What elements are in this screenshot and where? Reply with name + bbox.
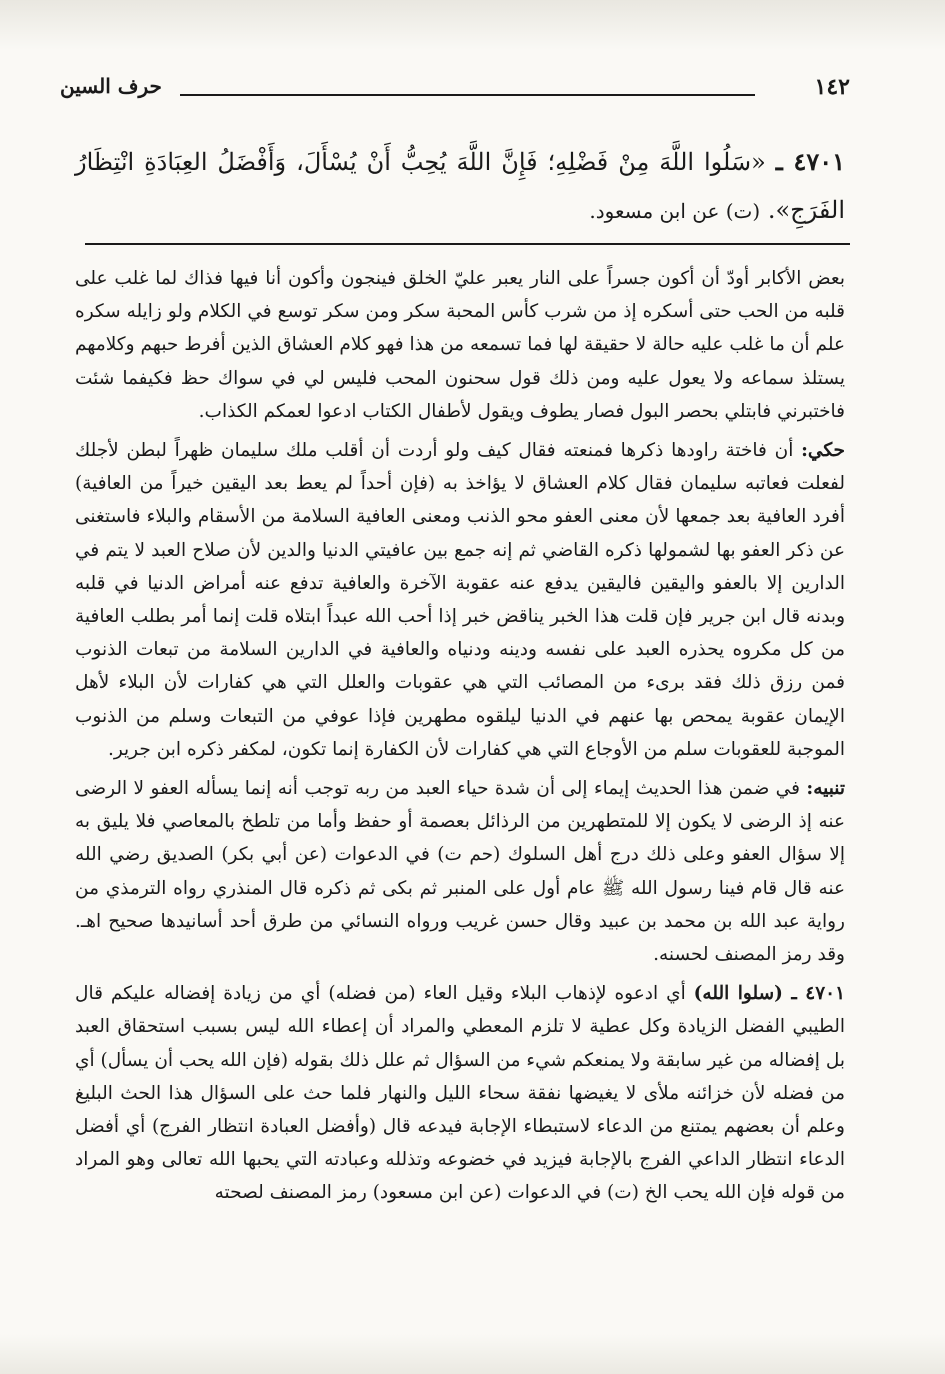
- hadith-text-block: [75, 138, 845, 235]
- paragraph-text: بعض الأكابر أودّ أن أكون جسراً على النار يعبر عليّ الخلق فينجون وأكون أنا فيها فذاك لما غلب على قلبه من الحب حتى أسكره إذ من شرب كأس المحبة سكر ومن سكر توسع في الكلام ولو زايله سكره علم أن ما غلب عليه حالة لا حقيقة لها فما تسمعه من هذا فهو كلام العشاق الذين أفرط حبهم وكلامهم يستلذ سماعه ولا يعول عليه ومن ذلك قول سحنون المحب فليس لي في سواك حظ فكيفما شئت فاختبرني فابتلي بحصر البول فصار يطوف ويقول لأطفال الكتاب ادعوا لعمكم الكذاب.: [75, 268, 845, 422]
- paragraph-text: أي ادعوه لإذهاب البلاء وقيل العاء (من فضله) أي من زيادة إفضاله عليكم قال الطيبي الفضل الزيادة وكل عطية لا تلزم المعطي والمراد أن إعطاء الله ليس بسبب استحقاق العبد بل إفضاله من غير سابقة ولا يمنعكم شيء من السؤال ثم علل ذلك بقوله (فإن الله يحب أن يسأل) أي من فضله لأن خزائنه ملأى لا يغيضها نفقة سحاء الليل والنهار فلما حث على السؤال هذا الحث البليغ وعلم أن بعضهم يمتنع من الدعاء لاستبطاء الإجابة فيدعه قال (وأفضل العبادة انتظار الفرج) أي أفضل الدعاء انتظار الداعي الفرج بالإجابة فيزيد في خضوعه وتذلله وعبادته التي يحبها الله تعالى وهو المراد من قوله فإن الله يحب الخ (ت) في الدعوات (عن ابن مسعود) رمز المصنف لصحته: [75, 983, 845, 1204]
- hadith-text: «سَلُوا اللَّهَ مِنْ فَضْلِهِ؛ فَإِنَّ اللَّهَ يُحِبُّ أَنْ يُسْأَلَ، وَأَفْضَلُ العِبَادَةِ انْتِظَارُ الفَرَجِ».: [75, 148, 845, 224]
- paragraph-text: أن فاختة راودها ذكرها فمنعته فقال كيف ولو أردت أن أقلب ملك سليمان ظهراً لبطن لأجلك لفعلت فعاتبه سليمان فقال كلام العشاق لا يؤاخذ به (فإن أحداً لم يعط بعد اليقين خيراً من العافية) أفرد العافية بعد جمعها لأن معنى العفو محو الذنب ومعنى العافية السلامة من الأسقام والبلاء فاستغنى عن ذكر العفو بها لشمولها ذكره القاضي ثم إنه جمع بين عافيتي الدنيا والدين لأن صلاح العبد لا يتم في الدارين إلا بالعفو واليقين فاليقين يدفع عنه عقوبة الآخرة والعافية تدفع عنه أمراض الدنيا في قلبه وبدنه قال ابن جرير فإن قلت هذا الخبر يناقض خبر إذا أحب الله عبداً ابتلاه قلت إنما أمر بطلب العافية من كل مكروه يحذره العبد على نفسه ودينه ودنياه والعافية في الدارين السلامة من تبعات الذنوب فمن رزق ذلك فقد برىء من المصائب التي هي عقوبات والعلل التي هي كفارات لأن البلاء لأهل الإيمان عقوبة يمحص بها عنهم في الدنيا ليلقوه مطهرين فإذا عوفي من التبعات وسلم من الذنوب الموجبة للعقوبات سلم من الأوجاع التي هي كفارات لأن الكفارة إنما تكون، لمكفر ذكره ابن جرير.: [75, 440, 845, 760]
- commentary-paragraph-4: [75, 977, 845, 1209]
- commentary-paragraph-3: [75, 772, 845, 971]
- paragraph-text: في ضمن هذا الحديث إيماء إلى أن شدة حياء العبد من ربه توجب أنه إنما يسأله العفو لا الرضى عنه إذ الرضى لا يكون إلا للمتطهرين من الرذائل بعصمة أو حفظ وأما من تلطخ بالمعاصي فلا يليق به إلا سؤال العفو وعلى ذلك درج أهل السلوك (حم ت) في الدعوات (عن أبي بكر) الصديق رضي الله عنه قال قام فينا رسول الله ﷺ عام أول على المنبر ثم بكى ثم ذكره قال المنذري رواه الترمذي من رواية عبد الله بن محمد بن عبيد وقال حسن غريب ورواه النسائي من طرق أحد أسانيدها صحيح اهـ. وقد رمز المصنف لحسنه.: [75, 778, 845, 966]
- page-header: [60, 74, 850, 106]
- header-rule: [180, 94, 755, 96]
- commentary-block: [75, 262, 845, 1216]
- hadith-number: ٤٧٠١ ـ: [775, 147, 845, 176]
- scan-edge-bottom: [0, 1334, 945, 1374]
- page-number: ١٤٢: [814, 74, 850, 100]
- paragraph-lead: حكي:: [801, 440, 845, 462]
- chapter-title: حرف السين: [60, 74, 162, 98]
- commentary-paragraph-2: [75, 434, 845, 766]
- scan-edge-top: [0, 0, 945, 50]
- hadith-source: (ت) عن ابن مسعود.: [589, 199, 761, 223]
- commentary-paragraph-1: [75, 262, 845, 428]
- section-separator: [85, 243, 850, 245]
- paragraph-lead: تنبيه:: [806, 778, 846, 800]
- paragraph-lead: ٤٧٠١ ـ (سلوا الله): [693, 983, 846, 1005]
